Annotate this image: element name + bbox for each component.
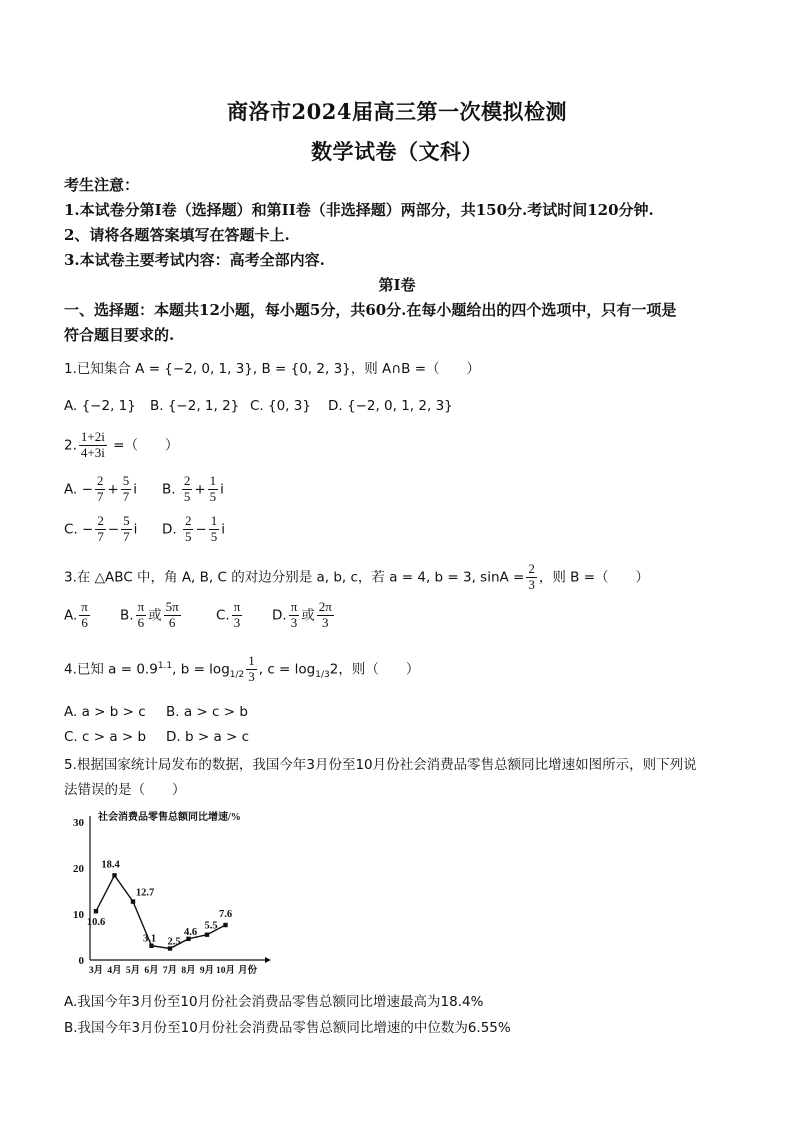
q2-option-c [64, 514, 137, 545]
x-tick-label: 4月 [107, 966, 122, 976]
q3-option-c [216, 600, 244, 631]
option-fraction [209, 514, 220, 545]
frac-den: 6 [81, 614, 88, 630]
series-line [96, 875, 226, 948]
data-point [94, 909, 98, 913]
question-5-stem: 5.根据国家统计局发布的数据，我国今年3月份至10月份社会消费品零售总额同比增速如图所示，则下列说 [64, 757, 697, 773]
x-tick-label: 8月 [181, 966, 196, 976]
option-fraction [79, 600, 90, 631]
q3-frac-num: 2 [528, 561, 535, 576]
data-label: 5.5 [204, 920, 218, 932]
notes-heading: 考生注意： [64, 176, 140, 194]
option-fraction [182, 474, 193, 505]
q1-option-a: A. {−2, 1} [64, 398, 136, 414]
x-tick-label: 6月 [144, 966, 159, 976]
option-operator: − [195, 521, 207, 538]
q4-option-a: A. a > b > c [64, 704, 146, 720]
data-label: 3.1 [142, 933, 157, 945]
q4-exponent: 1.1 [157, 660, 173, 671]
frac-den: 5 [184, 528, 192, 544]
option-fraction [183, 514, 194, 545]
frac-num: 2 [184, 513, 192, 528]
frac-den: 3 [290, 614, 298, 630]
option-fraction [289, 600, 300, 631]
frac-den: 5 [183, 488, 191, 504]
frac-den: 3 [322, 614, 329, 630]
frac-den: 7 [123, 528, 130, 544]
page-title: 商洛市2024届高三第一次模拟检测 [227, 99, 567, 124]
frac-num: 5 [123, 513, 130, 528]
data-label: 2.5 [167, 936, 181, 948]
x-tick-label: 5月 [125, 966, 141, 976]
note-item: 3.本试卷主要考试内容：高考全部内容. [64, 251, 325, 269]
frac-num: 2 [97, 513, 104, 528]
frac-num: π [290, 599, 298, 614]
q3-option-b [120, 600, 183, 631]
option-label: B. [162, 481, 180, 498]
x-axis-label: 月份 [237, 966, 258, 976]
option-label: C. [216, 607, 230, 624]
q4-base-1: 1/2 [229, 670, 245, 681]
chart-title: 社会消费品零售总额同比增速/% [98, 812, 241, 823]
section-instruction-cont: 符合题目要求的. [64, 326, 175, 344]
frac-num: 2 [96, 473, 104, 488]
section-instruction: 一、选择题：本题共12小题，每小题5分，共60分.在每小题给出的四个选项中，只有一项是 [64, 301, 677, 319]
q3-stem-b: ，则 B =（ ） [538, 569, 650, 586]
growth-line-chart [60, 808, 290, 978]
option-tail: i [220, 481, 224, 498]
option-label: A. [64, 607, 78, 624]
option-fraction [121, 514, 132, 545]
option-tail: i [133, 521, 138, 538]
option-fraction [95, 514, 106, 545]
option-operator: − [107, 521, 120, 538]
option-fraction [232, 600, 243, 631]
frac-den: 7 [97, 528, 104, 544]
q4-stem-a: 4.已知 a = 0.9 [64, 661, 158, 678]
q2-frac-den: 4+3i [80, 444, 105, 460]
q2-fraction [79, 430, 107, 461]
q3-frac-den: 3 [528, 576, 535, 592]
option-fraction [208, 474, 219, 505]
data-point [112, 873, 116, 877]
q2-prefix: 2. [64, 437, 77, 454]
option-fraction [164, 600, 181, 631]
data-label: 12.7 [135, 887, 155, 899]
y-tick-label: 0 [78, 955, 84, 967]
option-label: B. [120, 607, 134, 624]
option-join: 或 [148, 607, 162, 624]
q4-option-c: C. c > a > b [64, 729, 147, 745]
y-tick-label: 20 [73, 863, 84, 875]
frac-den: 6 [168, 614, 176, 630]
x-tick-label: 7月 [162, 966, 178, 976]
q2-suffix: =（ ） [108, 437, 179, 454]
q3-stem-a: 3.在 △ABC 中，角 A, B, C 的对边分别是 a, b, c，若 a = 4, b = 3, sinA = [64, 569, 525, 586]
data-label: 7.6 [218, 909, 233, 921]
frac-den: 5 [209, 488, 217, 504]
question-2-stem [64, 430, 178, 461]
frac-num: 5 [122, 473, 130, 488]
frac-num: 1 [210, 513, 218, 528]
q1-option-c: C. {0, 3} [250, 398, 311, 414]
frac-den: 5 [210, 528, 218, 544]
q4-option-d: D. b > a > c [166, 729, 250, 745]
frac-num: π [137, 599, 145, 614]
y-tick-label: 30 [73, 817, 84, 829]
frac-num: 2 [183, 473, 191, 488]
data-point [205, 933, 209, 937]
option-label: D. [162, 521, 181, 538]
data-point [223, 923, 227, 927]
frac-num: 1 [209, 473, 217, 488]
data-point [131, 899, 135, 903]
q2-option-d [162, 514, 225, 545]
option-operator: + [194, 481, 206, 498]
data-label: 4.6 [183, 926, 198, 938]
q4-stem-b: , b = log [172, 661, 230, 678]
option-operator: + [107, 481, 119, 498]
q4-stem-d: 2，则（ ） [329, 661, 420, 678]
q1-option-d: D. {−2, 0, 1, 2, 3} [328, 398, 453, 414]
q2-option-a [64, 474, 137, 505]
q4-stem-c: , c = log [258, 661, 316, 678]
option-fraction [317, 600, 334, 631]
q4-frac-num: 1 [248, 653, 255, 668]
frac-den: 6 [137, 614, 145, 630]
frac-num: π [233, 599, 241, 614]
q4-base-2: 1/3 [315, 670, 330, 681]
data-label: 10.6 [86, 917, 106, 929]
question-3-stem [64, 562, 649, 593]
x-tick-label: 9月 [199, 966, 215, 976]
frac-num: π [81, 599, 88, 614]
option-tail: i [133, 481, 137, 498]
frac-num: 2π [318, 599, 332, 614]
q5-option-b: B.我国今年3月份至10月份社会消费品零售总额同比增速的中位数为6.55% [64, 1020, 511, 1036]
x-axis-arrow [265, 957, 271, 963]
question-1-stem: 1.已知集合 A = {−2, 0, 1, 3}, B = {0, 2, 3}，则 A∩B =（ ） [64, 361, 481, 377]
option-label: C. − [64, 521, 94, 538]
y-tick-label: 10 [73, 909, 84, 921]
frac-den: 7 [96, 488, 104, 504]
note-item: 1.本试卷分第I卷（选择题）和第II卷（非选择题）两部分，共150分.考试时间120分钟. [64, 201, 654, 219]
q3-fraction [526, 562, 537, 593]
q5-option-a: A.我国今年3月份至10月份社会消费品零售总额同比增速最高为18.4% [64, 994, 484, 1010]
chart-svg [60, 808, 290, 978]
option-label: A. − [64, 481, 93, 498]
q3-option-a [64, 600, 92, 631]
section-label: 第I卷 [378, 276, 416, 294]
q1-option-b: B. {−2, 1, 2} [150, 398, 240, 414]
x-tick-label: 10月 [215, 966, 236, 976]
option-fraction [121, 474, 132, 505]
x-tick-label: 3月 [88, 966, 104, 976]
data-label: 18.4 [101, 859, 120, 871]
q4-option-b: B. a > c > b [166, 704, 248, 720]
question-4-stem [64, 654, 419, 685]
frac-den: 7 [122, 488, 130, 504]
option-fraction [136, 600, 147, 631]
frac-den: 3 [233, 614, 241, 630]
q3-option-d [272, 600, 336, 631]
frac-num: 5π [165, 599, 179, 614]
question-5-stem-cont: 法错误的是（ ） [64, 782, 186, 798]
q2-frac-num: 1+2i [80, 429, 105, 444]
option-label: D. [272, 607, 287, 624]
q2-option-b [162, 474, 224, 505]
page-subtitle: 数学试卷（文科） [311, 139, 483, 164]
option-fraction [95, 474, 106, 505]
q4-frac-den: 3 [248, 668, 255, 684]
option-tail: i [221, 521, 226, 538]
note-item: 2、请将各题答案填写在答题卡上. [64, 226, 290, 244]
q4-fraction [246, 654, 257, 685]
option-join: 或 [301, 607, 315, 624]
